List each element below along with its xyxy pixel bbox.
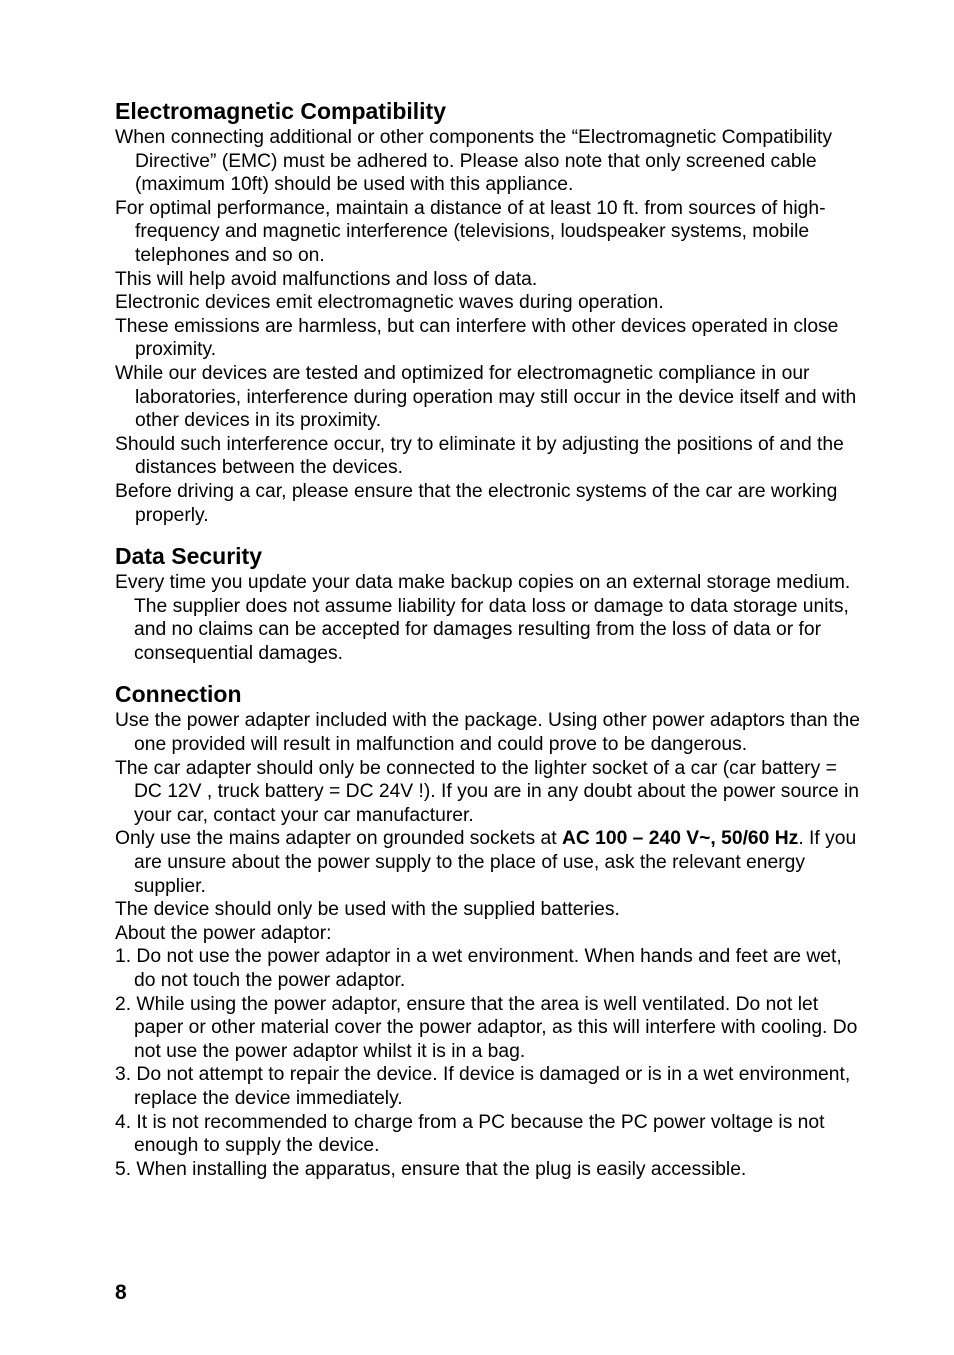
mains-text-before: Only use the mains adapter on grounded sockets at (115, 828, 562, 850)
page-content (115, 96, 860, 1181)
emc-paragraph: When connecting additional or other components the “Electromagnetic Compatibility Directive” (EMC) must be adhered to. Please also note that only screened cable (maximum 10ft) should be used with this appliance. (115, 127, 833, 196)
connection-paragraph-mains (115, 827, 860, 898)
emc-paragraph: These emissions are harmless, but can interfere with other devices operated in close proximity. (115, 315, 839, 361)
mains-text-after: . If you are unsure about the power supply to the place of use, ask the relevant energy supplier. (134, 828, 857, 897)
page-number: 8 (115, 1281, 127, 1304)
section-heading-connection: Connection (115, 681, 242, 708)
power-adaptor-list-item: 3. Do not attempt to repair the device. If device is damaged or is in a wet environment, replace the device immediately. (115, 1064, 851, 1109)
section-heading-emc: Electromagnetic Compatibility (115, 98, 447, 124)
emc-paragraph: Should such interference occur, try to eliminate it by adjusting the positions of and the distances between the devices. (115, 433, 844, 479)
emc-paragraph: Electronic devices emit electromagnetic waves during operation. (115, 292, 664, 314)
power-adaptor-list-item: 4. It is not recommended to charge from a PC because the PC power voltage is not enough to supply the device. (115, 1111, 825, 1157)
power-adaptor-list-item: 1. Do not use the power adaptor in a wet environment. When hands and feet are wet, do not touch the power adaptor. (115, 946, 842, 991)
emc-paragraph: Before driving a car, please ensure that the electronic systems of the car are working properly. (115, 480, 838, 526)
mains-voltage-spec: AC 100 – 240 V~, 50/60 Hz (561, 828, 799, 850)
connection-paragraph: The car adapter should only be connected to the lighter socket of a car (car battery = DC 12V , truck battery = DC 24V !). If you are in any doubt about the power source in your car, contact your car manufacturer. (115, 757, 860, 826)
connection-paragraph: The device should only be used with the supplied batteries. (115, 899, 620, 921)
emc-paragraph: While our devices are tested and optimized for electromagnetic compliance in our laboratories, interference during operation may still occur in the device itself and with other devices in its proximity. (115, 362, 857, 432)
data-security-paragraph: Every time you update your data make backup copies on an external storage medium. The supplier does not assume liability for data loss or damage to data storage units, and no claims can be accepted for damages resulting from the loss of data or for consequential damages. (115, 572, 851, 664)
connection-paragraph: About the power adaptor: (115, 922, 332, 944)
emc-paragraph: This will help avoid malfunctions and loss of data. (115, 268, 538, 290)
power-adaptor-list-item: 2. While using the power adaptor, ensure that the area is well ventilated. Do not let paper or other material cover the power adaptor, as this will interfere with cooling. Do not use the power adaptor whilst it is in a bag. (115, 993, 858, 1062)
section-heading-data-security: Data Security (115, 543, 263, 570)
emc-paragraph: For optimal performance, maintain a distance of at least 10 ft. from sources of high-frequency and magnetic interference (televisions, loudspeaker systems, mobile telephones and so on. (115, 197, 826, 266)
connection-paragraph: Use the power adapter included with the package. Using other power adaptors than the one provided will result in malfunction and could prove to be dangerous. (115, 710, 860, 756)
power-adaptor-list-item: 5. When installing the apparatus, ensure that the plug is easily accessible. (115, 1158, 747, 1180)
